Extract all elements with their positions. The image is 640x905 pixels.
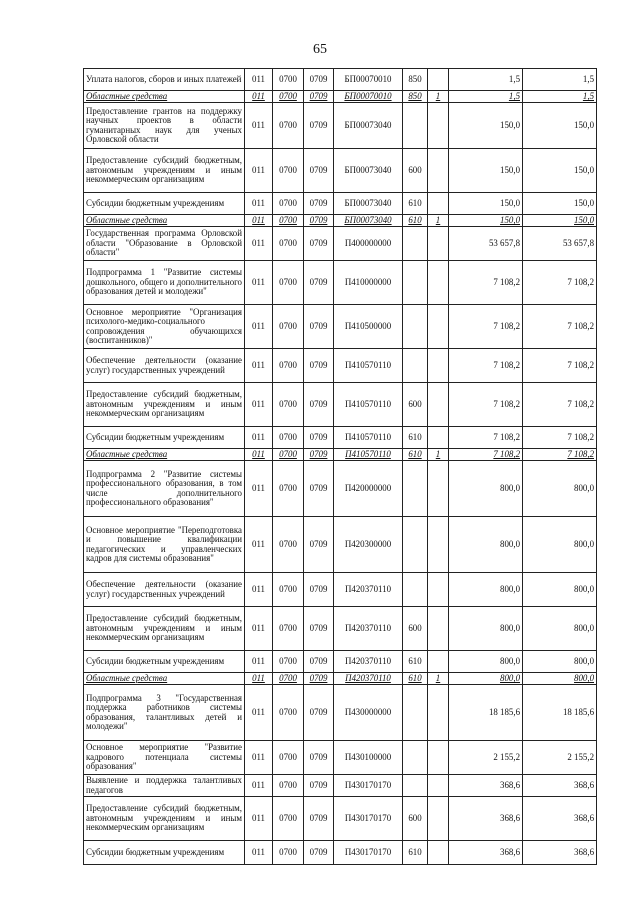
expense-type-code: 610 [403,427,428,449]
amount-year-1: 368,6 [449,775,523,797]
amount-year-2: 800,0 [523,607,597,651]
table-row [84,383,597,427]
table-row [84,775,597,797]
table-row [84,149,597,193]
amount-year-1: 150,0 [449,215,523,227]
target-article-code: П420300000 [334,517,403,573]
expense-type-code [403,305,428,349]
expense-type-code: 610 [403,651,428,673]
funding-source-code [428,227,449,261]
target-article-code: П430000000 [334,685,403,741]
ministry-code: 011 [245,573,273,607]
target-article-code: БП00073040 [334,193,403,215]
table-row [84,449,597,461]
expense-type-code: 610 [403,841,428,865]
expense-type-code [403,103,428,149]
amount-year-2: 150,0 [523,193,597,215]
row-name: Обеспечение деятельности (оказание услуг) государственных учреждений [84,349,245,383]
section-code: 0700 [273,517,304,573]
table-row [84,685,597,741]
section-code: 0700 [273,261,304,305]
amount-year-1: 800,0 [449,651,523,673]
row-name: Подпрограмма 2 "Развитие системы профессионального образования, в том числе дополнительного профессионального образования" [84,461,245,517]
amount-year-2: 800,0 [523,517,597,573]
amount-year-1: 53 657,8 [449,227,523,261]
section-code: 0700 [273,775,304,797]
row-name: Уплата налогов, сборов и иных платежей [84,69,245,91]
target-article-code: П410570110 [334,427,403,449]
amount-year-1: 18 185,6 [449,685,523,741]
expense-type-code: 600 [403,797,428,841]
row-name: Субсидии бюджетным учреждениям [84,427,245,449]
ministry-code: 011 [245,741,273,775]
amount-year-2: 1,5 [523,91,597,103]
subsection-code: 0709 [304,685,334,741]
row-name: Основное мероприятие "Переподготовка и повышение квалификации педагогических и управленческих кадров для системы образования" [84,517,245,573]
section-code: 0700 [273,305,304,349]
ministry-code: 011 [245,449,273,461]
amount-year-1: 368,6 [449,841,523,865]
funding-source-code [428,383,449,427]
funding-source-code [428,193,449,215]
target-article-code: П410000000 [334,261,403,305]
expense-type-code: 600 [403,383,428,427]
amount-year-1: 1,5 [449,69,523,91]
amount-year-1: 2 155,2 [449,741,523,775]
ministry-code: 011 [245,673,273,685]
ministry-code: 011 [245,103,273,149]
amount-year-2: 368,6 [523,775,597,797]
table-row [84,349,597,383]
expense-type-code: 610 [403,449,428,461]
amount-year-2: 53 657,8 [523,227,597,261]
amount-year-1: 800,0 [449,607,523,651]
amount-year-2: 800,0 [523,461,597,517]
target-article-code: П400000000 [334,227,403,261]
section-code: 0700 [273,685,304,741]
target-article-code: П410570110 [334,349,403,383]
expense-type-code: 850 [403,69,428,91]
section-code: 0700 [273,741,304,775]
funding-source-code [428,149,449,193]
section-code: 0700 [273,449,304,461]
amount-year-1: 7 108,2 [449,305,523,349]
ministry-code: 011 [245,215,273,227]
section-code: 0700 [273,651,304,673]
section-code: 0700 [273,427,304,449]
subsection-code: 0709 [304,305,334,349]
target-article-code: П430100000 [334,741,403,775]
section-code: 0700 [273,841,304,865]
table-row [84,607,597,651]
amount-year-2: 368,6 [523,841,597,865]
ministry-code: 011 [245,685,273,741]
funding-source-code [428,461,449,517]
row-name: Областные средства [84,449,245,461]
section-code: 0700 [273,193,304,215]
section-code: 0700 [273,103,304,149]
funding-source-code: 1 [428,673,449,685]
subsection-code: 0709 [304,261,334,305]
expense-type-code [403,461,428,517]
row-name: Предоставление субсидий бюджетным, автономным учреждениям и иным некоммерческим организациям [84,607,245,651]
target-article-code: П420370110 [334,651,403,673]
amount-year-1: 368,6 [449,797,523,841]
row-name: Выявление и поддержка талантливых педагогов [84,775,245,797]
funding-source-code [428,651,449,673]
section-code: 0700 [273,461,304,517]
table-row [84,305,597,349]
section-code: 0700 [273,349,304,383]
subsection-code: 0709 [304,427,334,449]
funding-source-code [428,775,449,797]
expense-type-code [403,349,428,383]
table-row [84,573,597,607]
amount-year-2: 7 108,2 [523,305,597,349]
table-row [84,227,597,261]
section-code: 0700 [273,607,304,651]
amount-year-1: 7 108,2 [449,427,523,449]
expense-type-code: 600 [403,149,428,193]
funding-source-code [428,349,449,383]
table-row [84,261,597,305]
subsection-code: 0709 [304,69,334,91]
amount-year-1: 800,0 [449,461,523,517]
amount-year-2: 7 108,2 [523,349,597,383]
target-article-code: П420370110 [334,673,403,685]
ministry-code: 011 [245,149,273,193]
funding-source-code [428,685,449,741]
expense-type-code [403,775,428,797]
funding-source-code [428,261,449,305]
ministry-code: 011 [245,69,273,91]
subsection-code: 0709 [304,797,334,841]
expense-type-code: 600 [403,607,428,651]
section-code: 0700 [273,215,304,227]
row-name: Основное мероприятие "Организация психолого-медико-социального сопровождения обучающихся (воспитанников)" [84,305,245,349]
target-article-code: П420000000 [334,461,403,517]
funding-source-code [428,841,449,865]
section-code: 0700 [273,91,304,103]
ministry-code: 011 [245,427,273,449]
expense-type-code [403,741,428,775]
ministry-code: 011 [245,383,273,427]
subsection-code: 0709 [304,775,334,797]
amount-year-1: 150,0 [449,103,523,149]
amount-year-2: 150,0 [523,103,597,149]
table-row [84,741,597,775]
funding-source-code: 1 [428,91,449,103]
subsection-code: 0709 [304,383,334,427]
budget-table [83,68,597,865]
ministry-code: 011 [245,461,273,517]
funding-source-code [428,103,449,149]
subsection-code: 0709 [304,841,334,865]
amount-year-1: 7 108,2 [449,261,523,305]
amount-year-2: 18 185,6 [523,685,597,741]
ministry-code: 011 [245,841,273,865]
row-name: Субсидии бюджетным учреждениям [84,193,245,215]
amount-year-1: 800,0 [449,673,523,685]
row-name: Предоставление субсидий бюджетным, автономным учреждениям и иным некоммерческим организациям [84,149,245,193]
amount-year-1: 7 108,2 [449,449,523,461]
row-name: Государственная программа Орловской области "Образование в Орловской области" [84,227,245,261]
subsection-code: 0709 [304,215,334,227]
amount-year-2: 7 108,2 [523,427,597,449]
ministry-code: 011 [245,797,273,841]
amount-year-2: 150,0 [523,149,597,193]
ministry-code: 011 [245,261,273,305]
funding-source-code [428,607,449,651]
target-article-code: БП00073040 [334,215,403,227]
table-row [84,193,597,215]
funding-source-code [428,573,449,607]
ministry-code: 011 [245,227,273,261]
subsection-code: 0709 [304,149,334,193]
expense-type-code [403,227,428,261]
funding-source-code [428,741,449,775]
ministry-code: 011 [245,305,273,349]
table-row [84,91,597,103]
amount-year-1: 1,5 [449,91,523,103]
funding-source-code [428,517,449,573]
expense-type-code [403,517,428,573]
table-row [84,215,597,227]
funding-source-code [428,69,449,91]
row-name: Областные средства [84,215,245,227]
ministry-code: 011 [245,517,273,573]
subsection-code: 0709 [304,193,334,215]
target-article-code: БП00070010 [334,91,403,103]
amount-year-2: 150,0 [523,215,597,227]
section-code: 0700 [273,673,304,685]
subsection-code: 0709 [304,673,334,685]
subsection-code: 0709 [304,461,334,517]
amount-year-1: 7 108,2 [449,383,523,427]
table-row [84,103,597,149]
expense-type-code: 850 [403,91,428,103]
subsection-code: 0709 [304,573,334,607]
section-code: 0700 [273,383,304,427]
page-number: 65 [313,42,327,57]
target-article-code: П420370110 [334,573,403,607]
ministry-code: 011 [245,193,273,215]
section-code: 0700 [273,797,304,841]
expense-type-code: 610 [403,193,428,215]
row-name: Обеспечение деятельности (оказание услуг) государственных учреждений [84,573,245,607]
section-code: 0700 [273,573,304,607]
row-name: Субсидии бюджетным учреждениям [84,651,245,673]
ministry-code: 011 [245,607,273,651]
subsection-code: 0709 [304,607,334,651]
expense-type-code [403,685,428,741]
section-code: 0700 [273,227,304,261]
expense-type-code [403,573,428,607]
row-name: Подпрограмма 1 "Развитие системы дошкольного, общего и дополнительного образования детей и молодежи" [84,261,245,305]
ministry-code: 011 [245,91,273,103]
target-article-code: П410570110 [334,383,403,427]
expense-type-code: 610 [403,673,428,685]
amount-year-2: 1,5 [523,69,597,91]
target-article-code: БП00073040 [334,149,403,193]
target-article-code: П430170170 [334,797,403,841]
row-name: Областные средства [84,673,245,685]
subsection-code: 0709 [304,651,334,673]
row-name: Областные средства [84,91,245,103]
ministry-code: 011 [245,775,273,797]
target-article-code: П430170170 [334,775,403,797]
table-row [84,427,597,449]
row-name: Предоставление субсидий бюджетным, автономным учреждениям и иным некоммерческим организациям [84,797,245,841]
row-name: Предоставление субсидий бюджетным, автономным учреждениям и иным некоммерческим организациям [84,383,245,427]
ministry-code: 011 [245,349,273,383]
table-row [84,69,597,91]
subsection-code: 0709 [304,741,334,775]
row-name: Основное мероприятие "Развитие кадрового потенциала системы образования" [84,741,245,775]
target-article-code: П410500000 [334,305,403,349]
row-name: Предоставление грантов на поддержку научных проектов в области гуманитарных наук для ученых Орловской области [84,103,245,149]
target-article-code: П430170170 [334,841,403,865]
subsection-code: 0709 [304,349,334,383]
funding-source-code [428,797,449,841]
table-row [84,517,597,573]
target-article-code: П410570110 [334,449,403,461]
subsection-code: 0709 [304,517,334,573]
subsection-code: 0709 [304,103,334,149]
section-code: 0700 [273,149,304,193]
row-name: Субсидии бюджетным учреждениям [84,841,245,865]
funding-source-code [428,427,449,449]
amount-year-2: 800,0 [523,573,597,607]
funding-source-code [428,305,449,349]
table-row [84,651,597,673]
expense-type-code [403,261,428,305]
amount-year-2: 800,0 [523,673,597,685]
subsection-code: 0709 [304,91,334,103]
row-name: Подпрограмма 3 "Государственная поддержка работников системы образования, талантливых детей и молодежи" [84,685,245,741]
table-row [84,673,597,685]
ministry-code: 011 [245,651,273,673]
funding-source-code: 1 [428,215,449,227]
subsection-code: 0709 [304,449,334,461]
amount-year-2: 7 108,2 [523,449,597,461]
table-row [84,797,597,841]
table-row [84,461,597,517]
table-row [84,841,597,865]
section-code: 0700 [273,69,304,91]
amount-year-2: 7 108,2 [523,261,597,305]
amount-year-1: 800,0 [449,573,523,607]
expense-type-code: 610 [403,215,428,227]
target-article-code: БП00070010 [334,69,403,91]
amount-year-2: 2 155,2 [523,741,597,775]
amount-year-1: 7 108,2 [449,349,523,383]
amount-year-2: 368,6 [523,797,597,841]
subsection-code: 0709 [304,227,334,261]
funding-source-code: 1 [428,449,449,461]
amount-year-1: 150,0 [449,193,523,215]
amount-year-1: 150,0 [449,149,523,193]
table-body [84,69,597,865]
amount-year-2: 7 108,2 [523,383,597,427]
amount-year-1: 800,0 [449,517,523,573]
target-article-code: П420370110 [334,607,403,651]
amount-year-2: 800,0 [523,651,597,673]
target-article-code: БП00073040 [334,103,403,149]
